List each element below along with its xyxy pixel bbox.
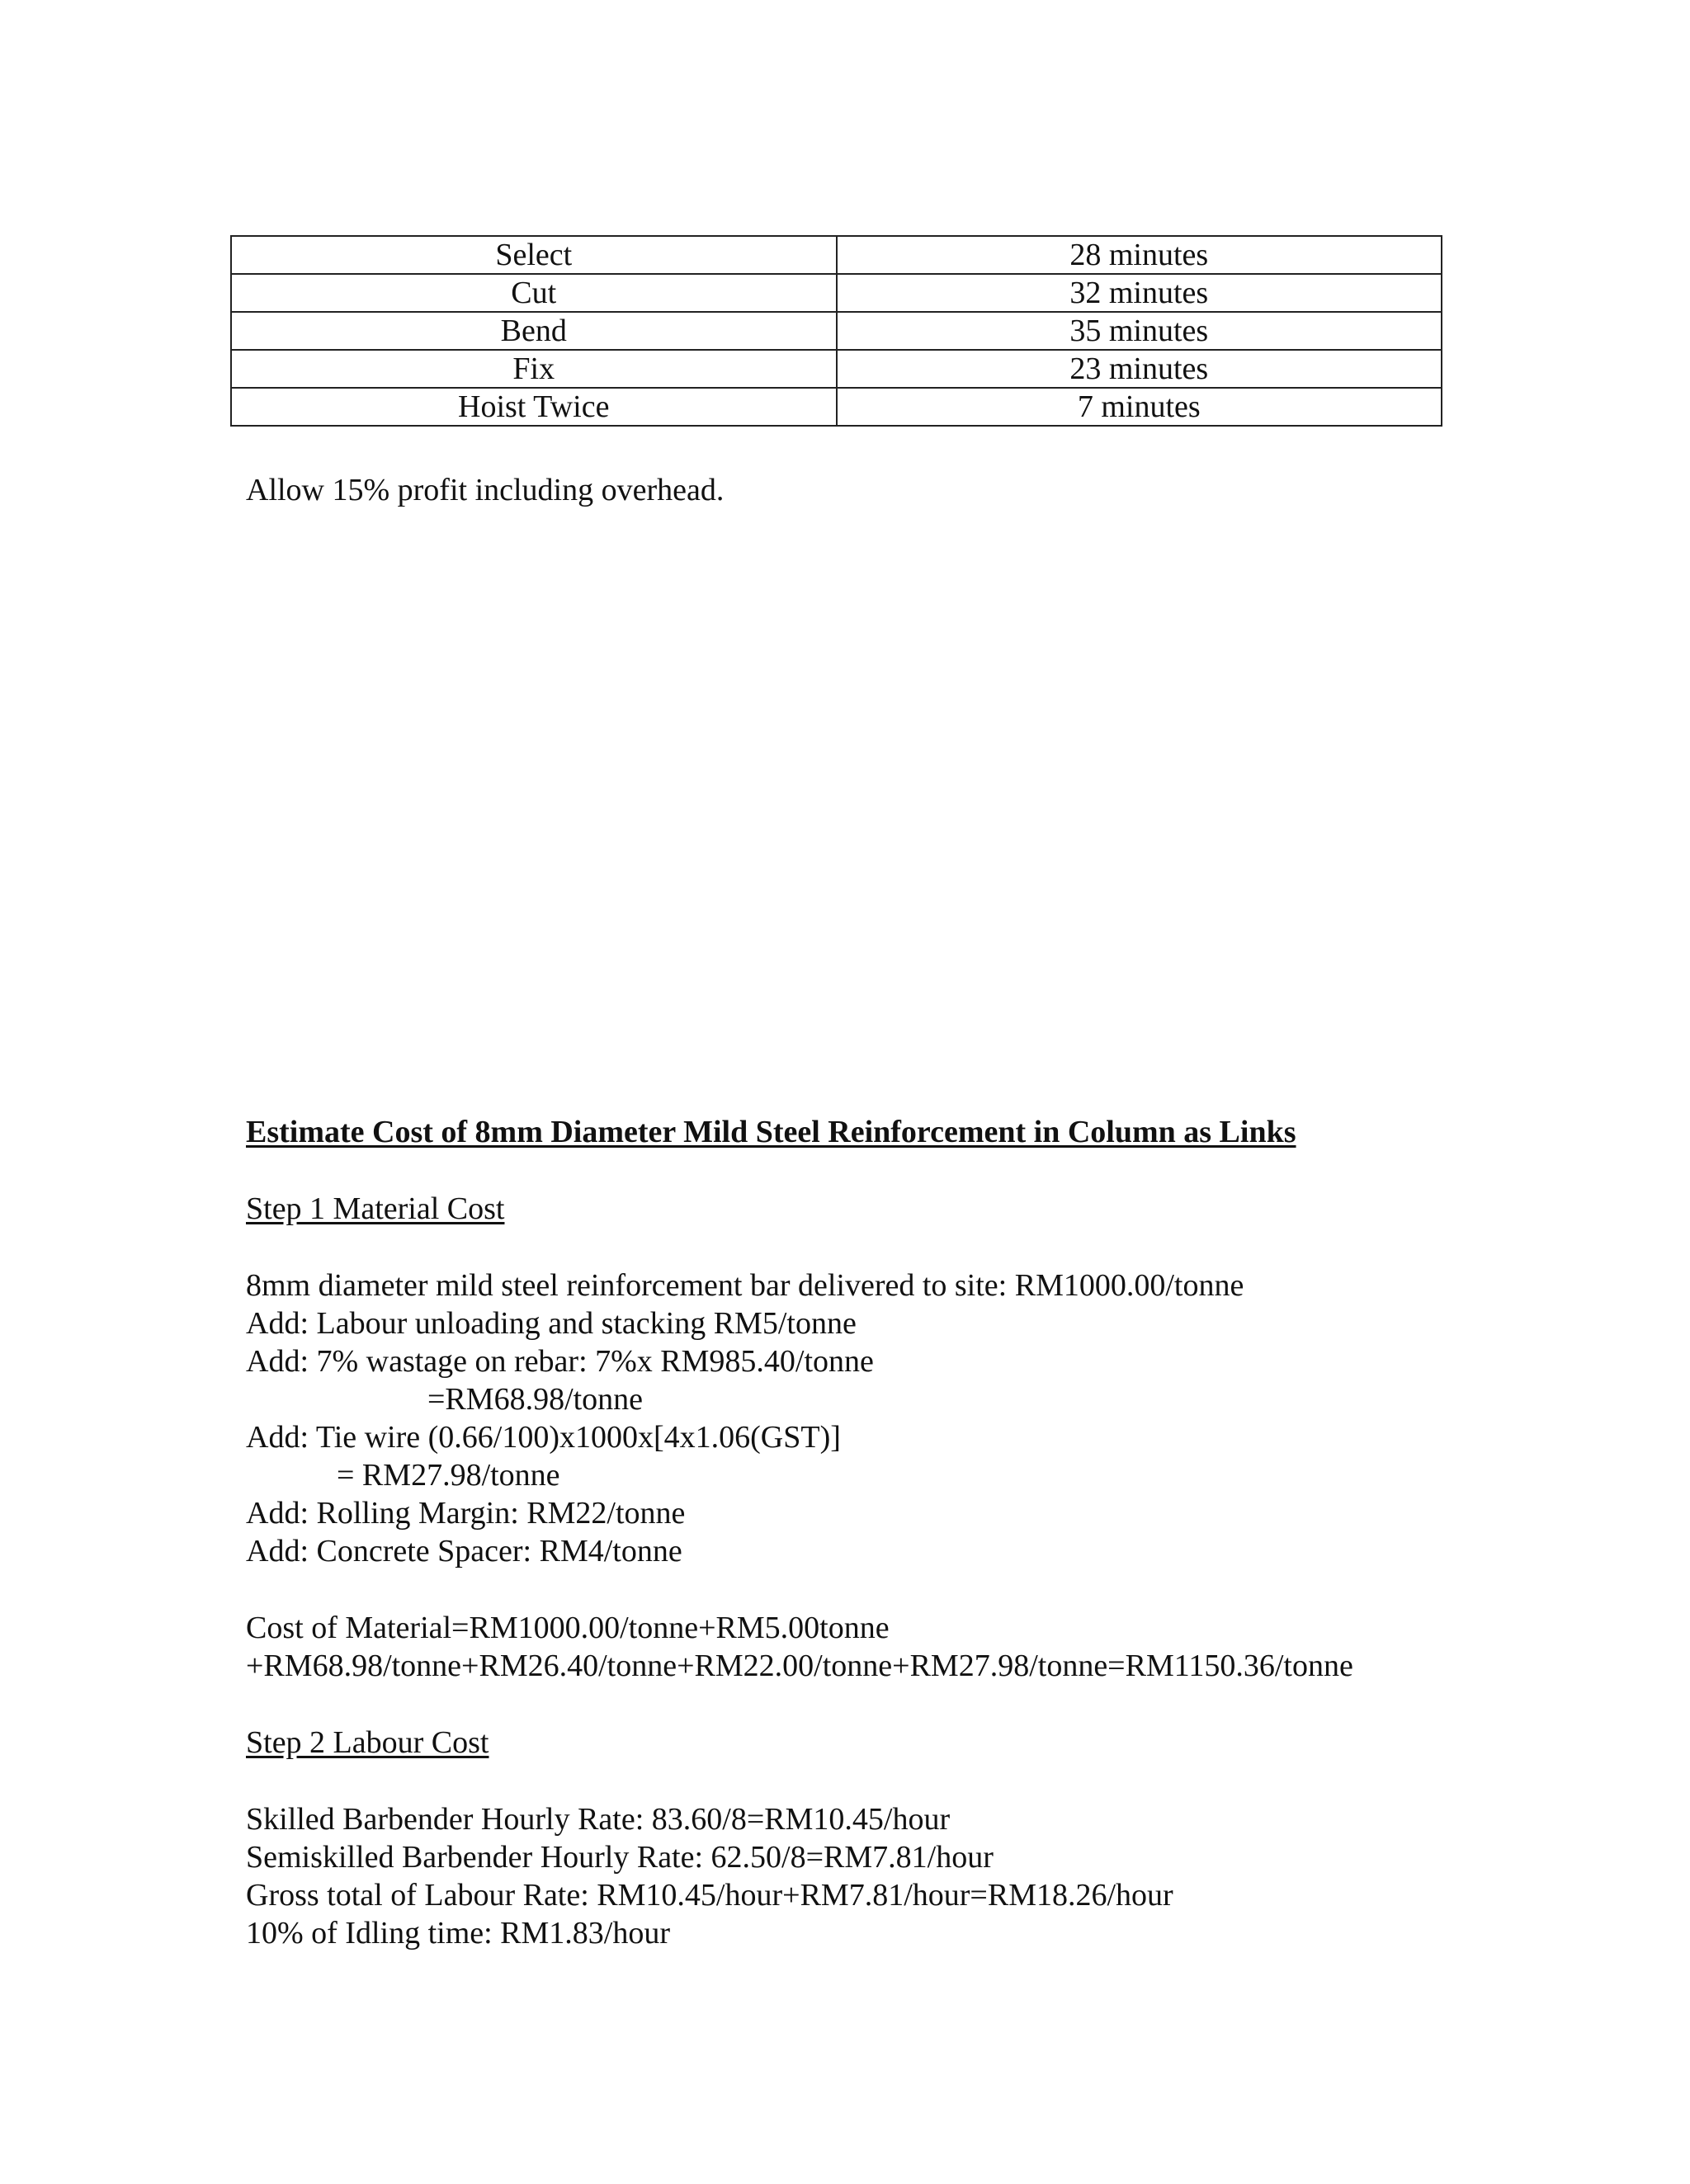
time-cell: 7 minutes: [837, 388, 1442, 426]
labour-line: Semiskilled Barbender Hourly Rate: 62.50/8=RM7.81/hour: [246, 1840, 994, 1875]
table-row: [231, 312, 1442, 350]
time-cell: 28 minutes: [837, 236, 1442, 274]
material-line: Add: Concrete Spacer: RM4/tonne: [246, 1534, 682, 1568]
task-cell: Select: [231, 236, 837, 274]
section-heading: Estimate Cost of 8mm Diameter Mild Steel Reinforcement in Column as Links: [246, 1115, 1296, 1149]
time-cell: 35 minutes: [837, 312, 1442, 350]
labour-line: Skilled Barbender Hourly Rate: 83.60/8=RM10.45/hour: [246, 1802, 951, 1837]
task-cell: Cut: [231, 274, 837, 312]
table-row: [231, 236, 1442, 274]
time-cell: 32 minutes: [837, 274, 1442, 312]
labour-line: 10% of Idling time: RM1.83/hour: [246, 1916, 671, 1951]
profit-note: Allow 15% profit including overhead.: [246, 473, 725, 507]
task-cell: Bend: [231, 312, 837, 350]
material-line: = RM27.98/tonne: [337, 1458, 560, 1493]
material-line: Add: Tie wire (0.66/100)x1000x[4x1.06(GST)]: [246, 1420, 841, 1455]
material-line: Add: Labour unloading and stacking RM5/tonne: [246, 1306, 857, 1341]
table-row: [231, 274, 1442, 312]
material-line: Add: 7% wastage on rebar: 7%x RM985.40/tonne: [246, 1344, 874, 1379]
material-line: =RM68.98/tonne: [427, 1382, 644, 1417]
material-line: Add: Rolling Margin: RM22/tonne: [246, 1496, 686, 1531]
step2-title: Step 2 Labour Cost: [246, 1725, 489, 1760]
table-row: [231, 388, 1442, 426]
task-time-table: [230, 235, 1442, 427]
material-cost-line: +RM68.98/tonne+RM26.40/tonne+RM22.00/tonne+RM27.98/tonne=RM1150.36/tonne: [246, 1649, 1353, 1683]
task-cell: Fix: [231, 350, 837, 388]
material-cost-line: Cost of Material=RM1000.00/tonne+RM5.00tonne: [246, 1611, 890, 1645]
table-row: [231, 350, 1442, 388]
task-cell: Hoist Twice: [231, 388, 837, 426]
material-line: 8mm diameter mild steel reinforcement bar delivered to site: RM1000.00/tonne: [246, 1268, 1244, 1303]
step1-title: Step 1 Material Cost: [246, 1191, 505, 1226]
labour-line: Gross total of Labour Rate: RM10.45/hour+RM7.81/hour=RM18.26/hour: [246, 1878, 1173, 1913]
time-cell: 23 minutes: [837, 350, 1442, 388]
